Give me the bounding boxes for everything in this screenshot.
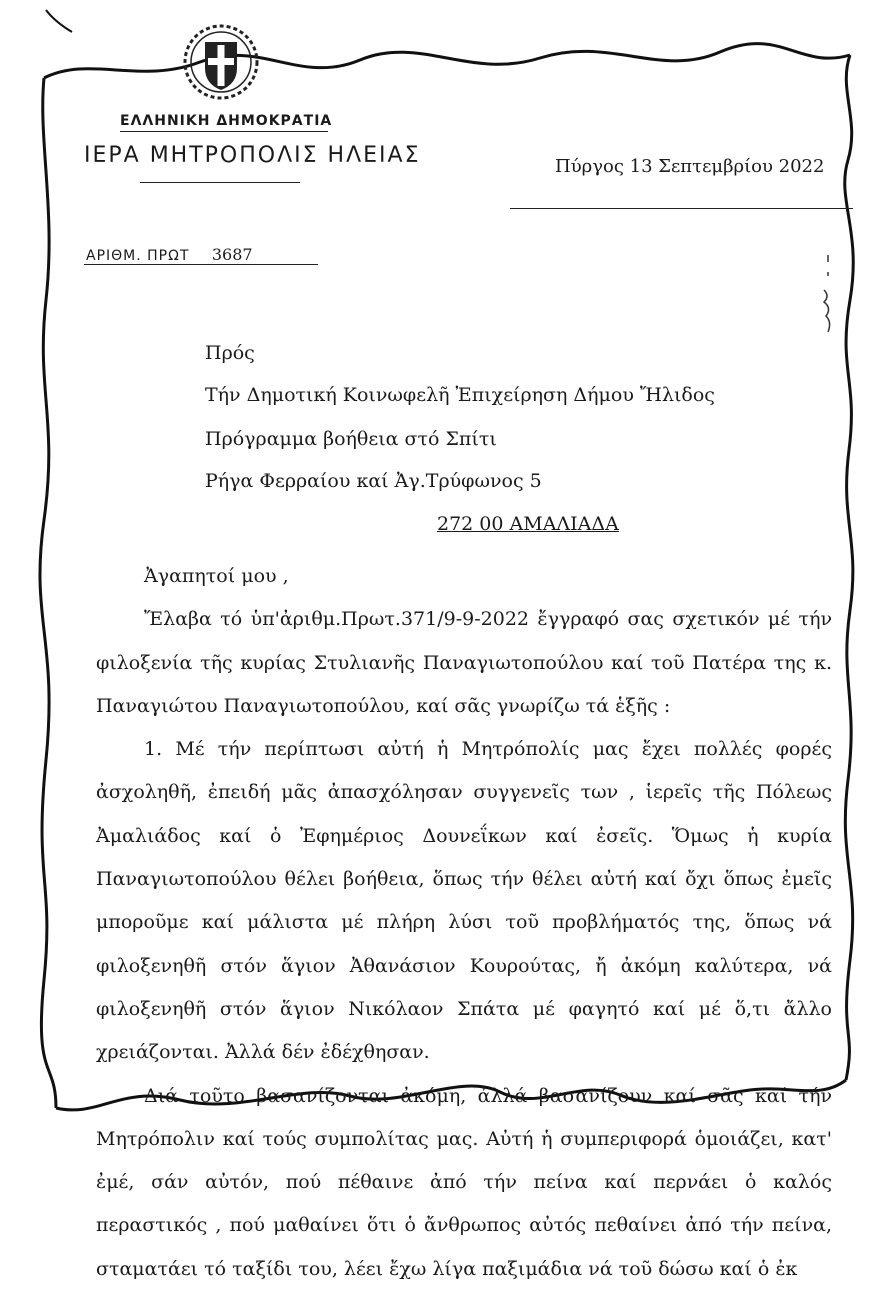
paragraph-3: Διά τοῦτο βασανίζονται ἀκόμη, ἀλλά βασανίζουν καί σᾶς καί τήν Μητρόπολιν καί τούς συμπολίτας μας. Αὐτή ἡ συμπεριφορά ὁμοιάζει, κατ' ἐμέ, σάν αὐτόν, πού πέθαινε ἀπό τήν πείνα καί περνάει ὁ καλός περαστικός , πού μαθαίνει ὅτι ὁ ἄνθρωπος αὐτός πεθαίνει ἀπό τήν πείνα, σταματάει τό ταξίδι του, λέει ἔχω λίγα παξιμάδια νά τοῦ δώσω καί ὁ ἐκ (96, 1084, 832, 1280)
header-republic: ΕΛΛΗΝΙΚΗ ΔΗΜΟΚΡΑΤΙΑ (120, 113, 333, 129)
document-date: Πύργος 13 Σεπτεμβρίου 2022 (555, 156, 825, 177)
letter-body (96, 555, 832, 1291)
protocol-number-row (86, 245, 253, 264)
paragraph-2: 1. Μέ τήν περίπτωσι αὐτή ἡ Μητρόπολίς μας ἔχει πολλές φορές ἀσχοληθῆ, ἐπειδή μᾶς ἀπασχόλησαν συγγενεῖς των , ἱερεῖς τῆς Πόλεως Ἀμαλιάδος καί ὁ Ἐφημέριος Δουνεΐκων καί ἐσεῖς. Ὅμως ἡ κυρία Παναγιωτοπούλου θέλει βοήθεια, ὅπως τήν θέλει αὐτή καί ὄχι ὅπως ἐμεῖς μποροῦμε καί μάλιστα μέ πλήρη λύσι τοῦ προβλήματός της, ὅπως νά φιλοξενηθῆ στόν ἅγιον Ἀθανάσιον Κουρούτας, ἤ ἀκόμη καλύτερα, νά φιλοξενηθῆ στόν ἅγιον Νικόλαον Σπάτα μέ φαγητό καί μέ ὅ,τι ἄλλο χρειάζονται. Ἀλλά δέν ἐδέχθησαν. (96, 738, 832, 1064)
recipient-line-1: Τήν Δημοτική Κοινωφελῆ Ἐπιχείρηση Δήμου Ἤλιδος (205, 384, 715, 406)
recipient-city: 272 00 ΑΜΑΛΙΑΔΑ (437, 513, 619, 535)
date-divider (510, 208, 853, 209)
protocol-label: ΑΡΙΘΜ. ΠΡΩΤ (86, 248, 190, 264)
greeting: Ἀγαπητοί μου , (144, 565, 289, 587)
recipient-line-3: Ρήγα Φερραίου καί Ἀγ.Τρύφωνος 5 (205, 470, 542, 492)
recipient-line-2: Πρόγραμμα βοήθεια στό Σπίτι (205, 428, 497, 450)
paragraph-1: Ἔλαβα τό ὑπ'ἀριθμ.Πρωτ.371/9-9-2022 ἔγγραφό σας σχετικόν μέ τήν φιλοξενία τῆς κυρίας Στυλιανῆς Παναγιωτοπούλου καί τοῦ Πατέρα της κ. Παναγιώτου Παναγιωτοπούλου, καί σᾶς γνωρίζω τά ἑξῆς : (96, 608, 832, 717)
header-metropolis: ΙΕΡΑ ΜΗΤΡΟΠΟΛΙΣ ΗΛΕΙΑΣ (84, 143, 421, 168)
greek-coat-of-arms-emblem (178, 20, 264, 104)
header-divider (120, 131, 328, 132)
protocol-divider (84, 264, 318, 265)
side-handwritten-mark (806, 250, 846, 340)
recipient-to: Πρός (205, 342, 255, 364)
header-divider (140, 182, 300, 183)
protocol-number: 3687 (211, 245, 253, 264)
